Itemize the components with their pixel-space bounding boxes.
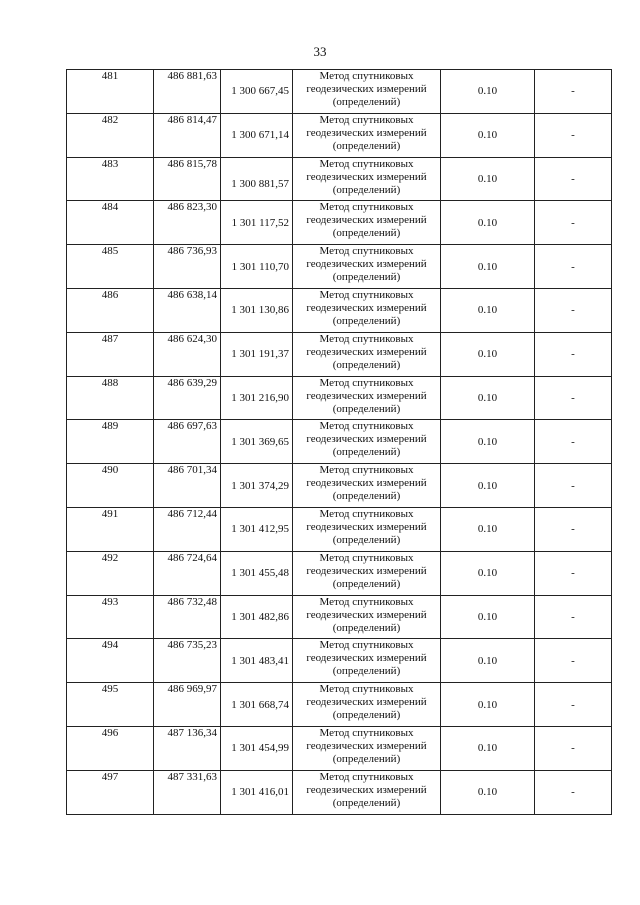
method-text-line: геодезических измерений bbox=[306, 126, 427, 139]
y-coordinate-cell: 1 301 130,86 bbox=[221, 288, 293, 332]
method-text-line: (определений) bbox=[332, 314, 401, 327]
method-text-line: Метод спутниковых bbox=[319, 639, 414, 652]
method-text-line: геодезических измерений bbox=[306, 214, 427, 227]
y-coordinate-cell: 1 301 191,37 bbox=[221, 332, 293, 376]
y-coordinate-cell: 1 301 454,99 bbox=[221, 726, 293, 770]
point-number-cell: 487 bbox=[67, 332, 154, 376]
method-text-line: (определений) bbox=[332, 709, 401, 722]
method-cell bbox=[293, 726, 441, 770]
x-coordinate-cell: 486 638,14 bbox=[154, 288, 221, 332]
method-text-line: (определений) bbox=[332, 533, 401, 546]
x-coordinate-cell: 486 724,64 bbox=[154, 551, 221, 595]
method-cell bbox=[293, 551, 441, 595]
table-row bbox=[67, 288, 612, 332]
accuracy-cell: 0.10 bbox=[441, 376, 535, 420]
description-cell: - bbox=[535, 420, 612, 464]
table-row bbox=[67, 376, 612, 420]
accuracy-cell: 0.10 bbox=[441, 201, 535, 245]
method-text-line: Метод спутниковых bbox=[319, 376, 414, 389]
point-number-cell: 496 bbox=[67, 726, 154, 770]
x-coordinate-cell: 486 697,63 bbox=[154, 420, 221, 464]
point-number-cell: 488 bbox=[67, 376, 154, 420]
method-text-line: (определений) bbox=[332, 227, 401, 240]
table-row bbox=[67, 245, 612, 289]
description-cell: - bbox=[535, 683, 612, 727]
x-coordinate-cell: 486 732,48 bbox=[154, 595, 221, 639]
accuracy-cell: 0.10 bbox=[441, 683, 535, 727]
point-number-cell: 486 bbox=[67, 288, 154, 332]
table-row bbox=[67, 70, 612, 114]
method-text-line: Метод спутниковых bbox=[319, 770, 414, 783]
point-number-cell: 485 bbox=[67, 245, 154, 289]
y-coordinate-cell: 1 301 482,86 bbox=[221, 595, 293, 639]
description-cell: - bbox=[535, 157, 612, 201]
description-cell: - bbox=[535, 113, 612, 157]
method-text-line: Метод спутниковых bbox=[319, 201, 414, 214]
table-row bbox=[67, 595, 612, 639]
method-text-line: Метод спутниковых bbox=[319, 420, 414, 433]
method-text-line: геодезических измерений bbox=[306, 652, 427, 665]
description-cell: - bbox=[535, 551, 612, 595]
y-coordinate-cell: 1 301 412,95 bbox=[221, 507, 293, 551]
description-cell: - bbox=[535, 288, 612, 332]
method-text-line: геодезических измерений bbox=[306, 345, 427, 358]
description-cell: - bbox=[535, 332, 612, 376]
x-coordinate-cell: 486 815,78 bbox=[154, 157, 221, 201]
method-text-line: геодезических измерений bbox=[306, 520, 427, 533]
method-cell bbox=[293, 245, 441, 289]
y-coordinate-cell: 1 301 455,48 bbox=[221, 551, 293, 595]
coordinates-table bbox=[66, 69, 612, 815]
description-cell: - bbox=[535, 376, 612, 420]
table-row bbox=[67, 113, 612, 157]
y-coordinate-cell: 1 301 117,52 bbox=[221, 201, 293, 245]
table-row bbox=[67, 639, 612, 683]
accuracy-cell: 0.10 bbox=[441, 770, 535, 814]
method-text-line: Метод спутниковых bbox=[319, 332, 414, 345]
method-text-line: (определений) bbox=[332, 796, 401, 809]
accuracy-cell: 0.10 bbox=[441, 639, 535, 683]
method-cell bbox=[293, 507, 441, 551]
point-number-cell: 491 bbox=[67, 507, 154, 551]
page-number: 33 bbox=[313, 44, 327, 59]
table-row bbox=[67, 201, 612, 245]
accuracy-cell: 0.10 bbox=[441, 420, 535, 464]
table-row bbox=[67, 726, 612, 770]
method-text-line: (определений) bbox=[332, 96, 401, 108]
method-text-line: (определений) bbox=[332, 577, 401, 590]
point-number-cell: 489 bbox=[67, 420, 154, 464]
x-coordinate-cell: 487 331,63 bbox=[154, 770, 221, 814]
x-coordinate-cell: 486 735,23 bbox=[154, 639, 221, 683]
y-coordinate-cell: 1 301 110,70 bbox=[221, 245, 293, 289]
method-text-line: (определений) bbox=[332, 271, 401, 284]
method-text-line: Метод спутниковых bbox=[319, 70, 414, 82]
y-coordinate-cell: 1 301 374,29 bbox=[221, 464, 293, 508]
table-row bbox=[67, 507, 612, 551]
method-cell bbox=[293, 157, 441, 201]
method-cell bbox=[293, 376, 441, 420]
table-row bbox=[67, 420, 612, 464]
accuracy-cell: 0.10 bbox=[441, 288, 535, 332]
point-number-cell: 493 bbox=[67, 595, 154, 639]
method-text-line: Метод спутниковых bbox=[319, 288, 414, 301]
table-row bbox=[67, 551, 612, 595]
method-text-line: геодезических измерений bbox=[306, 433, 427, 446]
method-cell bbox=[293, 420, 441, 464]
description-cell: - bbox=[535, 726, 612, 770]
method-cell bbox=[293, 639, 441, 683]
description-cell: - bbox=[535, 639, 612, 683]
method-text-line: геодезических измерений bbox=[306, 258, 427, 271]
method-text-line: Метод спутниковых bbox=[319, 113, 414, 126]
point-number-cell: 482 bbox=[67, 113, 154, 157]
method-text-line: Метод спутниковых bbox=[319, 245, 414, 258]
table-row bbox=[67, 770, 612, 814]
method-text-line: геодезических измерений bbox=[306, 301, 427, 314]
method-text-line: геодезических измерений bbox=[306, 170, 427, 183]
table-row bbox=[67, 464, 612, 508]
y-coordinate-cell: 1 300 667,45 bbox=[221, 70, 293, 114]
accuracy-cell: 0.10 bbox=[441, 507, 535, 551]
y-coordinate-cell: 1 301 369,65 bbox=[221, 420, 293, 464]
point-number-cell: 490 bbox=[67, 464, 154, 508]
accuracy-cell: 0.10 bbox=[441, 595, 535, 639]
method-cell bbox=[293, 464, 441, 508]
y-coordinate-cell: 1 301 216,90 bbox=[221, 376, 293, 420]
accuracy-cell: 0.10 bbox=[441, 332, 535, 376]
point-number-cell: 484 bbox=[67, 201, 154, 245]
x-coordinate-cell: 487 136,34 bbox=[154, 726, 221, 770]
point-number-cell: 494 bbox=[67, 639, 154, 683]
method-text-line: Метод спутниковых bbox=[319, 551, 414, 564]
accuracy-cell: 0.10 bbox=[441, 113, 535, 157]
method-cell bbox=[293, 683, 441, 727]
description-cell: - bbox=[535, 595, 612, 639]
accuracy-cell: 0.10 bbox=[441, 70, 535, 114]
method-cell bbox=[293, 595, 441, 639]
x-coordinate-cell: 486 969,97 bbox=[154, 683, 221, 727]
table-row bbox=[67, 683, 612, 727]
method-text-line: (определений) bbox=[332, 621, 401, 634]
method-text-line: (определений) bbox=[332, 358, 401, 371]
x-coordinate-cell: 486 814,47 bbox=[154, 113, 221, 157]
method-cell bbox=[293, 332, 441, 376]
description-cell: - bbox=[535, 507, 612, 551]
accuracy-cell: 0.10 bbox=[441, 551, 535, 595]
x-coordinate-cell: 486 639,29 bbox=[154, 376, 221, 420]
method-text-line: (определений) bbox=[332, 183, 401, 196]
method-text-line: Метод спутниковых bbox=[319, 595, 414, 608]
point-number-cell: 481 bbox=[67, 70, 154, 114]
method-text-line: Метод спутниковых bbox=[319, 464, 414, 477]
description-cell: - bbox=[535, 70, 612, 114]
accuracy-cell: 0.10 bbox=[441, 464, 535, 508]
description-cell: - bbox=[535, 201, 612, 245]
method-text-line: Метод спутниковых bbox=[319, 507, 414, 520]
table-row bbox=[67, 332, 612, 376]
method-text-line: (определений) bbox=[332, 752, 401, 765]
x-coordinate-cell: 486 823,30 bbox=[154, 201, 221, 245]
method-text-line: (определений) bbox=[332, 402, 401, 415]
point-number-cell: 492 bbox=[67, 551, 154, 595]
y-coordinate-cell: 1 300 671,14 bbox=[221, 113, 293, 157]
x-coordinate-cell: 486 881,63 bbox=[154, 70, 221, 114]
method-cell bbox=[293, 70, 441, 114]
x-coordinate-cell: 486 624,30 bbox=[154, 332, 221, 376]
accuracy-cell: 0.10 bbox=[441, 157, 535, 201]
table-row bbox=[67, 157, 612, 201]
method-text-line: геодезических измерений bbox=[306, 696, 427, 709]
method-text-line: Метод спутниковых bbox=[319, 157, 414, 170]
y-coordinate-cell: 1 300 881,57 bbox=[221, 157, 293, 201]
method-text-line: (определений) bbox=[332, 665, 401, 678]
description-cell: - bbox=[535, 245, 612, 289]
description-cell: - bbox=[535, 464, 612, 508]
method-text-line: геодезических измерений bbox=[306, 477, 427, 490]
y-coordinate-cell: 1 301 668,74 bbox=[221, 683, 293, 727]
method-text-line: (определений) bbox=[332, 446, 401, 459]
accuracy-cell: 0.10 bbox=[441, 726, 535, 770]
y-coordinate-cell: 1 301 483,41 bbox=[221, 639, 293, 683]
method-text-line: геодезических измерений bbox=[306, 783, 427, 796]
method-text-line: геодезических измерений bbox=[306, 389, 427, 402]
method-text-line: Метод спутниковых bbox=[319, 726, 414, 739]
method-text-line: (определений) bbox=[332, 490, 401, 503]
method-text-line: (определений) bbox=[332, 139, 401, 152]
method-text-line: Метод спутниковых bbox=[319, 683, 414, 696]
point-number-cell: 497 bbox=[67, 770, 154, 814]
method-cell bbox=[293, 288, 441, 332]
method-cell bbox=[293, 113, 441, 157]
description-cell: - bbox=[535, 770, 612, 814]
method-cell bbox=[293, 770, 441, 814]
y-coordinate-cell: 1 301 416,01 bbox=[221, 770, 293, 814]
method-text-line: геодезических измерений bbox=[306, 83, 427, 95]
x-coordinate-cell: 486 701,34 bbox=[154, 464, 221, 508]
method-cell bbox=[293, 201, 441, 245]
x-coordinate-cell: 486 712,44 bbox=[154, 507, 221, 551]
point-number-cell: 495 bbox=[67, 683, 154, 727]
x-coordinate-cell: 486 736,93 bbox=[154, 245, 221, 289]
method-text-line: геодезических измерений bbox=[306, 608, 427, 621]
method-text-line: геодезических измерений bbox=[306, 739, 427, 752]
method-text-line: геодезических измерений bbox=[306, 564, 427, 577]
accuracy-cell: 0.10 bbox=[441, 245, 535, 289]
point-number-cell: 483 bbox=[67, 157, 154, 201]
